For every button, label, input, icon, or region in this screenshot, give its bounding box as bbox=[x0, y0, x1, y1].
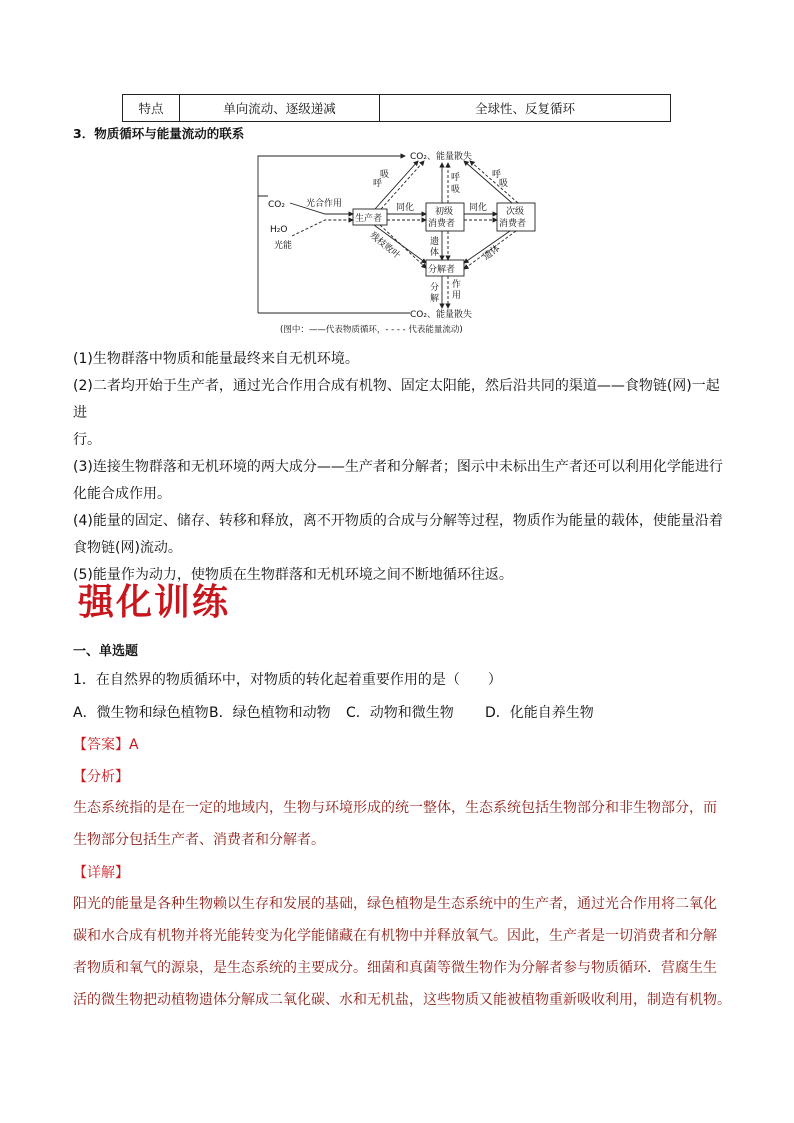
respiration-3a: 呼 bbox=[492, 170, 502, 180]
assimilation-2: 同化 bbox=[469, 203, 488, 213]
diagram-caption: (图中：——代表物质循环，- - - - 代表能量流动) bbox=[280, 325, 463, 335]
option-a: A．微生物和绿色植物 bbox=[73, 705, 209, 721]
table-row bbox=[123, 95, 671, 122]
photosynthesis-label: 光合作用 bbox=[306, 199, 343, 209]
points-list bbox=[73, 346, 733, 589]
point-2-line1: (2)二者均开始于生产者，通过光合作用合成有机物、固定太阳能，然后沿共同的渠道——食物链(网)一起进 bbox=[73, 378, 720, 421]
detail-line-4: 活的微生物把动植物遗体分解成二氧化碳、水和无机盐，这些物质又能被植物重新吸收利用，制造有机物。 bbox=[73, 992, 731, 1008]
answer-label: 【答案】 bbox=[73, 737, 129, 753]
answer-value: A bbox=[129, 737, 139, 753]
section-heading: 一、单选题 bbox=[73, 644, 139, 659]
decomposer-label: 分解者 bbox=[428, 265, 456, 275]
analysis-line-2: 生物部分包括生产者、消费者和分解者。 bbox=[73, 832, 325, 848]
secondary-line1: 次级 bbox=[506, 207, 525, 217]
comparison-table bbox=[122, 94, 671, 122]
point-4-line2: 食物链(网)流动。 bbox=[73, 540, 182, 556]
primary-line1: 初级 bbox=[435, 207, 454, 217]
action-b: 用 bbox=[452, 291, 462, 301]
respiration-3b: 吸 bbox=[499, 179, 509, 189]
answer-line bbox=[73, 734, 139, 754]
producer-label: 生产者 bbox=[355, 214, 383, 224]
respiration-1a: 呼 bbox=[373, 179, 383, 189]
point-4-line1: (4)能量的固定、储存、转移和释放，离不开物质的合成与分解等过程，物质作为能量的载体，使能量沿着 bbox=[73, 513, 723, 529]
option-b: B．绿色植物和动物 bbox=[209, 705, 331, 721]
point-2-line2: 行。 bbox=[73, 432, 101, 448]
respiration-2b: 吸 bbox=[451, 185, 461, 195]
detail-line-2: 碳和水合成有机物并将光能转变为化学能储藏在有机物中并释放氧气。因此，生产者是一切消费者和分解 bbox=[73, 928, 717, 944]
remains-1a: 遗 bbox=[430, 237, 440, 247]
remains-2: 遗体 bbox=[481, 243, 503, 263]
question-stem: 1．在自然界的物质循环中，对物质的转化起着重要作用的是（ ） bbox=[73, 672, 502, 688]
training-title: 强化训练 bbox=[78, 581, 231, 623]
fallen-leaves-label: 残枝败叶 bbox=[367, 230, 402, 262]
analysis-label: 【分析】 bbox=[73, 769, 129, 785]
decompose-a: 分 bbox=[430, 283, 440, 293]
material-cycle-feature: 全球性、反复循环 bbox=[380, 95, 671, 122]
detail-line-3: 者物质和氧气的源泉，是生态系统的主要成分。细菌和真菌等微生物作为分解者参与物质循环．营腐生生 bbox=[73, 960, 717, 976]
section-title: 3．物质循环与能量流动的联系 bbox=[73, 126, 245, 141]
option-d: D．化能自养生物 bbox=[485, 705, 594, 721]
point-3-line2: 化能合成作用。 bbox=[73, 486, 171, 502]
secondary-line2: 消费者 bbox=[499, 219, 527, 229]
decompose-b: 解 bbox=[430, 294, 440, 304]
respiration-1b: 吸 bbox=[380, 170, 390, 180]
question-options bbox=[73, 702, 733, 724]
energy-flow-feature: 单向流动、逐级递减 bbox=[180, 95, 380, 122]
detail-label: 【详解】 bbox=[73, 865, 129, 881]
light-label: 光能 bbox=[274, 241, 293, 251]
point-5: (5)能量作为动力，使物质在生物群落和无机环境之间不断地循环往返。 bbox=[73, 567, 513, 583]
h2o-label: H₂O bbox=[270, 225, 288, 235]
action-a: 作 bbox=[452, 280, 462, 290]
assimilation-1: 同化 bbox=[396, 203, 415, 213]
analysis-line-1: 生态系统指的是在一定的地域内，生物与环境形成的统一整体，生态系统包括生物部分和非生物部分，而 bbox=[73, 800, 717, 816]
co2-left: CO₂ bbox=[268, 200, 285, 210]
point-3-line1: (3)连接生物群落和无机环境的两大成分——生产者和分解者；图示中未标出生产者还可以利用化学能进行 bbox=[73, 459, 723, 475]
detail-text bbox=[73, 888, 735, 1016]
detail-line-1: 阳光的能量是各种生物赖以生存和发展的基础，绿色植物是生态系统中的生产者，通过光合作用将二氧化 bbox=[73, 896, 717, 912]
row-label: 特点 bbox=[123, 95, 180, 122]
point-1: (1)生物群落中物质和能量最终来自无机环境。 bbox=[73, 351, 359, 367]
analysis-text bbox=[73, 792, 735, 856]
primary-line2: 消费者 bbox=[428, 219, 456, 229]
cycle-flow-diagram bbox=[250, 146, 550, 338]
remains-1b: 体 bbox=[430, 248, 440, 258]
co2-energy-bottom: CO₂、能量散失 bbox=[410, 310, 472, 320]
respiration-2a: 呼 bbox=[451, 173, 461, 183]
option-c: C．动物和微生物 bbox=[346, 705, 454, 721]
co2-energy-top: CO₂、能量散失 bbox=[410, 152, 472, 162]
